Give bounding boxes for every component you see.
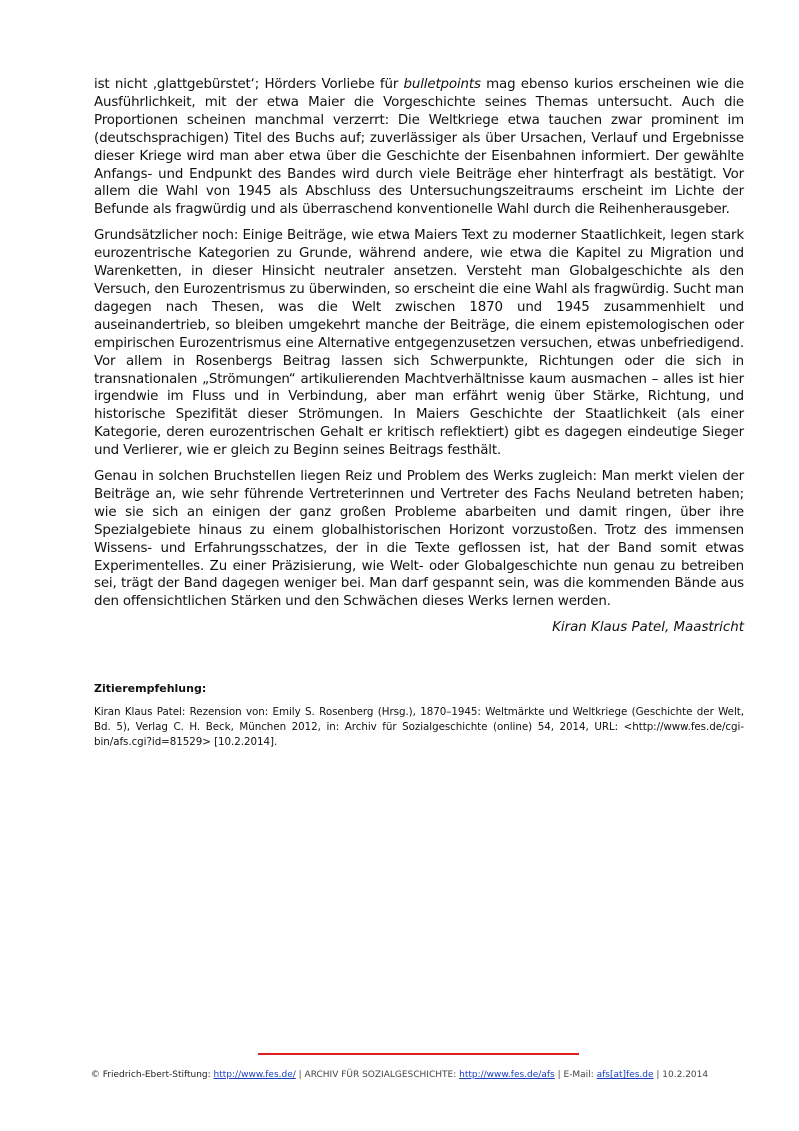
paragraph-2: Grundsätzlicher noch: Einige Beiträge, wie etwa Maiers Text zu moderner Staatlichkeit, legen stark eurozentrische Kategorien zu Grunde, während andere, wie etwa die Kapitel zu Migration und Warenketten, in dieser Hinsicht neutraler ansetzen. Versteht man Globalgeschichte als den Versuch, den Eurozentrismus zu überwinden, so erscheint die eine Wahl als fragwürdig. Sucht man dagegen nach Thesen, was die Welt zwischen 1870 und 1945 zusammenhielt und auseinandertrieb, so bleiben umgekehrt manche der Beiträge, die einem epistemologischen oder empirischen Eurozentrismus eine Alternative entgegenzusetzen versuchen, etwas unbefriedigend. Vor allem in Rosenbergs Beitrag lassen sich Schwerpunkte, Richtungen oder die sich in transnationalen „Strömungen“ artikulierenden Machtverhältnisse kaum ausmachen – alles ist hier irgendwie im Fluss und in Verbindung, aber man erfährt wenig über Stärke, Richtung, und historische Spezifität dieser Strömungen. In Maiers Geschichte der Staatlichkeit (als einer Kategorie, deren eurozentrischen Gehalt er kritisch reflektiert) gibt es dagegen eindeutige Sieger und Verlierer, wie er gleich zu Beginn seines Beitrags festhält. xyxy=(94,228,744,459)
footer-copyright: © Friedrich-Ebert-Stiftung: xyxy=(90,1070,214,1080)
author-signature: Kiran Klaus Patel, Maastricht xyxy=(552,620,744,636)
paragraph-1-rest: mag ebenso kurios erscheinen wie die Ausführlichkeit, mit der etwa Maier die Vorgeschichte seines Themas untersucht. Auch die Proportionen scheinen manchmal verzerrt: Die Weltkriege etwa tauchen zwar prominent im (deutschsprachigen) Titel des Buchs auf; zuverlässiger als über Ursachen, Verlauf und Ergebnisse dieser Kriege wird man aber etwa über die Geschichte der Eisenbahnen informiert. Der gewählte Anfangs- und Endpunkt des Bandes wird durch viele Beiträge eher hinterfragt als bestätigt. Vor allem die Wahl von 1945 als Abschluss des Untersuchungszeitraums erscheint im Lichte der Befunde als fragwürdig und als überraschend konventionelle Wahl durch die Reihenherausgeber. xyxy=(94,77,744,218)
page-footer xyxy=(0,1070,799,1080)
paragraph-3: Genau in solchen Bruchstellen liegen Reiz und Problem des Werks zugleich: Man merkt vielen der Beiträge an, wie sehr führende Vertreterinnen und Vertreter des Fachs Neuland betreten haben; wie sie sich an einigen der ganz großen Probleme abarbeiten und damit ringen, über ihre Spezialgebiete hinaus zu einem globalhistorischen Horizont vorzustoßen. Trotz des immensen Wissens- und Erfahrungsschatzes, der in die Texte geflossen ist, hat der Band somit etwas Experimentelles. Zu einer Präzisierung, wie Welt- oder Globalgeschichte nun genau zu betreiben sei, trägt der Band dagegen weniger bei. Man darf gespannt sein, was die kommenden Bände aus den offensichtlichen Stärken und den Schwächen dieses Werks lernen werden. xyxy=(94,469,744,610)
footer-divider xyxy=(258,1053,579,1055)
citation-heading: Zitierempfehlung: xyxy=(94,682,207,695)
footer-archive-label: | ARCHIV FÜR SOZIALGESCHICHTE: xyxy=(295,1070,460,1080)
afs-link[interactable]: http://www.fes.de/afs xyxy=(459,1070,555,1080)
paragraph-1-start: ist nicht ‚glattgebürstet‘; Hörders Vorliebe für xyxy=(94,77,404,92)
email-link[interactable]: afs[at]fes.de xyxy=(596,1070,654,1080)
paragraph-1 xyxy=(94,76,744,219)
citation-text[interactable]: Kiran Klaus Patel: Rezension von: Emily S. Rosenberg (Hrsg.), 1870–1945: Weltmärkte und Weltkriege (Geschichte der Welt, Bd. 5), Verlag C. H. Beck, München 2012, in: Archiv für Sozialgeschichte (online) 54, 2014, URL: <http://www.fes.de/cgi-bin/afs.cgi?id=81529> [10.2.2014]. xyxy=(94,706,744,748)
paragraph-1-emphasis: bulletpoints xyxy=(403,77,481,92)
review-body xyxy=(94,76,744,637)
fes-link[interactable]: http://www.fes.de/ xyxy=(213,1070,296,1080)
footer-email-label: | E-Mail: xyxy=(554,1070,597,1080)
citation-block xyxy=(94,682,744,750)
footer-date: | 10.2.2014 xyxy=(653,1070,709,1080)
